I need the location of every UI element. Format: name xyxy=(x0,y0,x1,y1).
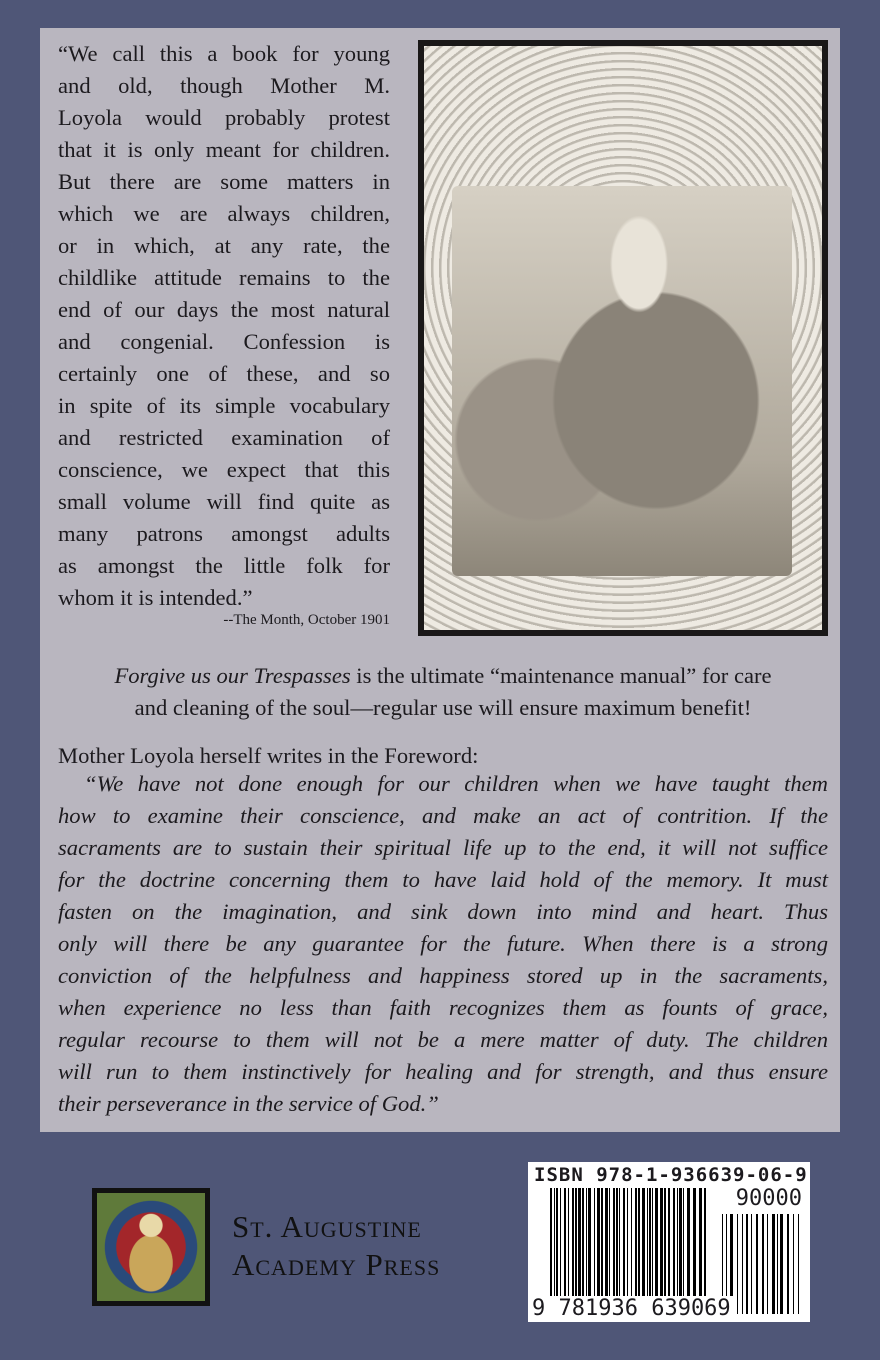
text-line: or in which, at any rate, the xyxy=(58,233,390,258)
text-line: certainly one of these, and so xyxy=(58,361,390,386)
barcode-bar xyxy=(586,1188,587,1308)
text-line: whom it is intended.” xyxy=(58,585,253,610)
text-line: small volume will find quite as xyxy=(58,489,390,514)
blurb-paragraph xyxy=(58,660,828,724)
barcode-bar xyxy=(649,1188,651,1308)
barcode-bar xyxy=(677,1188,678,1308)
addon-bar xyxy=(742,1214,743,1314)
addon-bar xyxy=(793,1214,794,1314)
barcode-bar xyxy=(638,1188,640,1308)
barcode-bar xyxy=(673,1188,675,1308)
barcode-bar xyxy=(564,1188,566,1308)
text-line: will run to them instinctively for healing and for strength, and thus ensure xyxy=(58,1059,828,1084)
quote-attribution: --The Month, October 1901 xyxy=(223,612,390,628)
barcode-bar xyxy=(605,1188,608,1308)
barcode-bar xyxy=(642,1188,645,1308)
barcode-bar xyxy=(582,1188,584,1308)
text-line: as amongst the little folk for xyxy=(58,553,390,578)
barcode-bar xyxy=(660,1188,663,1308)
christ-and-child-engraving xyxy=(452,186,792,576)
ean-number: 9 781936 639069 xyxy=(532,1296,731,1321)
book-title: Forgive us our Trespasses xyxy=(114,663,351,688)
barcode-bar xyxy=(578,1188,581,1308)
barcode-bar xyxy=(560,1188,561,1308)
text-line: for the doctrine concerning them to have laid hold of the memory. It must xyxy=(58,867,828,892)
text-line: in spite of its simple vocabulary xyxy=(58,393,390,418)
publisher-line-1: St. Augustine xyxy=(232,1209,422,1244)
barcode-bar xyxy=(635,1188,637,1308)
barcode-bar xyxy=(601,1188,603,1308)
addon-bar xyxy=(772,1214,775,1314)
text-line: only will there be any guarantee for the future. When there is a strong xyxy=(58,931,828,956)
barcode-bar xyxy=(655,1188,658,1308)
barcode-bar xyxy=(572,1188,574,1308)
barcode-bar xyxy=(627,1188,628,1308)
barcode-bar xyxy=(588,1188,591,1308)
blurb-text: is the ultimate “maintenance manual” for care xyxy=(350,663,772,688)
text-line: and restricted examination of xyxy=(58,425,390,450)
barcode-bar xyxy=(699,1188,702,1308)
barcode-bar xyxy=(616,1188,618,1308)
addon-bar xyxy=(780,1214,783,1314)
barcode-bar xyxy=(554,1188,555,1308)
barcode-bar xyxy=(668,1188,670,1308)
addon-bar xyxy=(767,1214,768,1314)
barcode-bar xyxy=(664,1188,666,1308)
text-line: which we are always children, xyxy=(58,201,390,226)
isbn-text: ISBN 978-1-936639-06-9 xyxy=(534,1164,808,1186)
barcode-bar xyxy=(597,1188,600,1308)
barcode-bar xyxy=(652,1188,653,1308)
publisher-logo-stained-glass xyxy=(92,1188,210,1306)
text-line: many patrons amongst adults xyxy=(58,521,390,546)
text-line: Loyola would probably protest xyxy=(58,105,390,130)
text-line: how to examine their conscience, and make an act of contrition. If the xyxy=(58,803,828,828)
barcode-bar xyxy=(568,1188,569,1308)
barcode-bar xyxy=(679,1188,682,1308)
text-line: fasten on the imagination, and sink down into mind and heart. Thus xyxy=(58,899,828,924)
barcode-bar xyxy=(693,1188,696,1308)
text-line: and old, though Mother M. xyxy=(58,73,390,98)
addon-bar xyxy=(751,1214,752,1314)
text-line: But there are some matters in xyxy=(58,169,390,194)
barcode-bar xyxy=(631,1188,632,1308)
foreword-intro: Mother Loyola herself writes in the Foreword: xyxy=(58,743,479,768)
barcode-bar xyxy=(575,1188,577,1308)
barcode-bar xyxy=(550,1188,552,1308)
text-line: “We have not done enough for our children when we have taught them xyxy=(84,771,828,796)
publisher-name xyxy=(232,1208,440,1284)
barcode-bar xyxy=(623,1188,625,1308)
barcode-bar xyxy=(619,1188,620,1308)
addon-bar xyxy=(798,1214,799,1314)
addon-bar xyxy=(787,1214,789,1314)
text-line: “We call this a book for young xyxy=(58,41,390,66)
devotional-lace-card-image xyxy=(418,40,828,636)
review-quote xyxy=(58,38,390,614)
barcode-bar xyxy=(594,1188,595,1308)
text-line: end of our days the most natural xyxy=(58,297,390,322)
addon-bar xyxy=(746,1214,748,1314)
text-line: their perseverance in the service of God.” xyxy=(58,1091,439,1116)
text-line: and congenial. Confession is xyxy=(58,329,390,354)
text-line: conscience, we expect that this xyxy=(58,457,390,482)
text-line: that it is only meant for children. xyxy=(58,137,390,162)
publisher-line-2: Academy Press xyxy=(232,1247,441,1282)
foreword-quote xyxy=(58,768,828,1120)
blurb-text-2: and cleaning of the soul—regular use will ensure maximum benefit! xyxy=(134,695,752,720)
barcode-bar xyxy=(609,1188,610,1308)
addon-bar xyxy=(737,1214,738,1314)
barcode-bar xyxy=(704,1188,706,1308)
isbn-barcode xyxy=(528,1162,810,1322)
addon-bar xyxy=(762,1214,764,1314)
barcode-bar xyxy=(683,1188,684,1308)
barcode-bar xyxy=(647,1188,648,1308)
addon-bar xyxy=(756,1214,758,1314)
text-line: conviction of the helpfulness and happiness stored up in the sacraments, xyxy=(58,963,828,988)
text-line: regular recourse to them will not be a mere matter of duty. The children xyxy=(58,1027,828,1052)
barcode-bar xyxy=(613,1188,615,1308)
addon-bar xyxy=(777,1214,778,1314)
text-line: sacraments are to sustain their spiritual life up to the end, it will not suffice xyxy=(58,835,828,860)
price-addon: 90000 xyxy=(735,1186,802,1211)
barcode-bar xyxy=(556,1188,558,1308)
barcode-bar xyxy=(687,1188,690,1308)
text-line: childlike attitude remains to the xyxy=(58,265,390,290)
text-line: when experience no less than faith recognizes them as founts of grace, xyxy=(58,995,828,1020)
